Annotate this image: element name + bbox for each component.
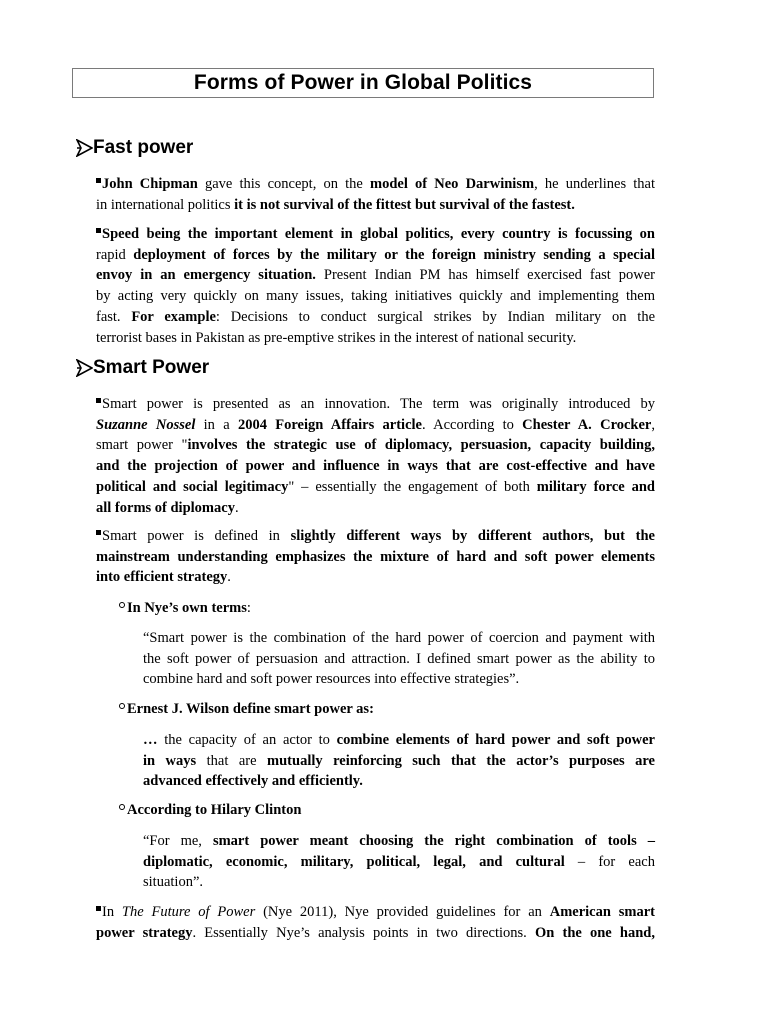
heading-fast-power [76, 137, 193, 159]
square-bullet-icon [96, 398, 101, 403]
circle-bullet-icon [119, 602, 125, 608]
paragraph-smart-power-1: Smart power is presented as an innovation. The term was originally introduced by Suzanne Nossel in a 2004 Foreign Affairs article. According to Chester A. Crocker, smart power "involves the strategic use of diplomacy, persuasion, capacity building, and the projection of power and influence in ways that are cost-effective and have political and social legitimacy" – essentially the engagement of both military force and all forms of diplomacy. [96, 396, 655, 516]
heading-smart-power [76, 357, 209, 379]
square-bullet-icon [96, 906, 101, 911]
clinton-label: According to Hilary Clinton [119, 800, 655, 821]
clinton-quote: “For me, smart power meant choosing the right combination of tools – diplomatic, economic, military, political, legal, and cultural – for each situation”. [143, 833, 655, 891]
page-title: Forms of Power in Global Politics [193, 71, 533, 94]
paragraph-fast-power-2: Speed being the important element in global politics, every country is focussing on rapid deployment of forces by the military or the foreign ministry sending a special envoy in an emergency situation. Present Indian PM has himself exercised fast power by acting very quickly on many issues, taking initiatives quickly and implementing them fast. For example: Decisions to conduct surgical strikes by Indian military on the terrorist bases in Pakistan as pre-emptive strikes in the interest of national security. [96, 226, 655, 346]
square-bullet-icon [96, 178, 101, 183]
arrowhead-bullet-icon [76, 139, 93, 157]
nye-quote: “Smart power is the combination of the hard power of coercion and payment with the soft power of persuasion and attraction. I defined smart power as the ability to combine hard and soft power resources into effective strategies”. [143, 630, 655, 688]
wilson-quote: … the capacity of an actor to combine elements of hard power and soft power in ways that are mutually reinforcing such that the actor’s purposes are advanced effectively and efficiently. [143, 732, 655, 790]
wilson-label: Ernest J. Wilson define smart power as: [119, 699, 655, 720]
title-box [72, 68, 654, 98]
square-bullet-icon [96, 228, 101, 233]
paragraph-smart-power-3: In The Future of Power (Nye 2011), Nye provided guidelines for an American smart power strategy. Essentially Nye’s analysis points in two directions. On the one hand, [96, 904, 656, 941]
paragraph-fast-power-1: John Chipman gave this concept, on the model of Neo Darwinism, he underlines that in international politics it is not survival of the fittest but survival of the fastest. [96, 176, 655, 213]
circle-bullet-icon [119, 703, 125, 709]
paragraph-smart-power-2: Smart power is defined in slightly different ways by different authors, but the mainstream understanding emphasizes the mixture of hard and soft power elements into efficient strategy. [96, 528, 655, 586]
square-bullet-icon [96, 530, 101, 535]
nye-label: In Nye’s own terms: [119, 598, 655, 619]
heading-label: Smart Power [93, 357, 210, 378]
arrowhead-bullet-icon [76, 359, 93, 377]
heading-label: Fast power [93, 137, 194, 158]
circle-bullet-icon [119, 804, 125, 810]
